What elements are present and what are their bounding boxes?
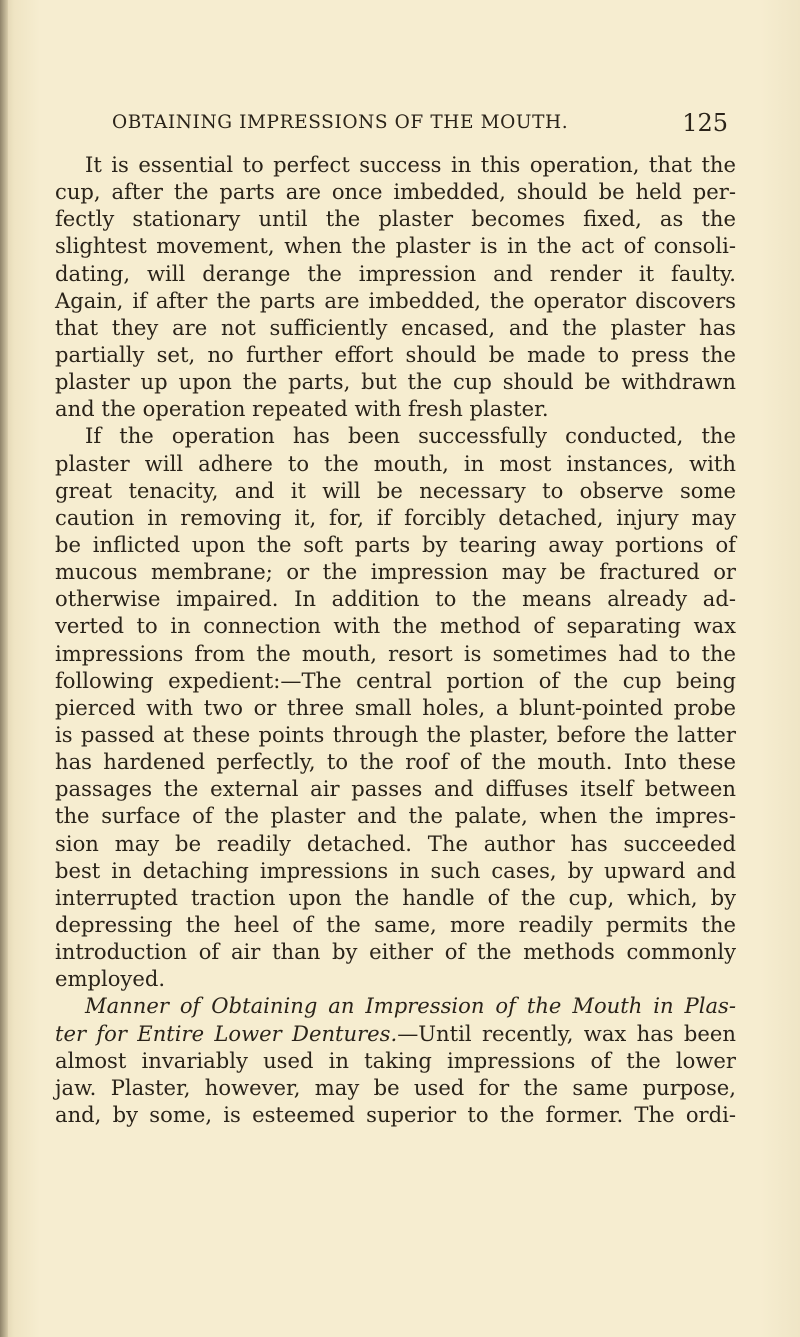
text-line: slightest movement, when the plaster is in the act of consoli- <box>55 233 736 259</box>
text-line: great tenacity, and it will be necessary to observe some <box>55 477 736 503</box>
text-line: passages the external air passes and diffuses itself between <box>55 776 736 802</box>
page-header <box>70 109 750 144</box>
text-line: that they are not sufficiently encased, and the plaster has <box>55 314 736 340</box>
text-line: plaster will adhere to the mouth, in most instances, with <box>55 450 736 476</box>
text-line: following expedient:—The central portion of the cup being <box>55 667 736 693</box>
text-line: the surface of the plaster and the palate, when the impres- <box>55 803 736 829</box>
text-line: is passed at these points through the plaster, before the latter <box>55 721 736 747</box>
text-line: dating, will derange the impression and render it faulty. <box>55 260 736 286</box>
text-line: mucous membrane; or the impression may be fractured or <box>55 559 736 585</box>
text-line: has hardened perfectly, to the roof of the mouth. Into these <box>55 749 736 775</box>
section-heading-end: ter for Entire Lower Dentures. <box>55 1020 398 1046</box>
text-line: pierced with two or three small holes, a blunt-pointed probe <box>55 694 736 720</box>
text-line: best in detaching impressions in such cases, by upward and <box>55 857 736 883</box>
text-line: almost invariably used in taking impressions of the lower <box>55 1047 736 1073</box>
binding-shadow <box>0 0 8 1337</box>
text-line: plaster up upon the parts, but the cup should be withdrawn <box>55 369 736 395</box>
text-line: be inflicted upon the soft parts by tearing away portions of <box>55 531 736 557</box>
text-line: sion may be readily detached. The author has succeeded <box>55 830 736 856</box>
text-line: Again, if after the parts are imbedded, the operator discovers <box>55 287 736 313</box>
running-title: OBTAINING IMPRESSIONS OF THE MOUTH. <box>112 112 569 133</box>
text-line: If the operation has been successfully conducted, the <box>85 423 736 449</box>
text-line: verted to in connection with the method of separating wax <box>55 613 736 639</box>
text-line: interrupted traction upon the handle of the cup, which, by <box>55 884 736 910</box>
page-number: 125 <box>682 109 728 137</box>
text-line: depressing the heel of the same, more readily permits the <box>55 911 736 937</box>
page-body <box>55 151 736 1128</box>
section-heading-tail: —Until recently, wax has been <box>397 1020 736 1046</box>
text-line: and, by some, is esteemed superior to the former. The ordi- <box>55 1101 736 1127</box>
section-heading-line: Manner of Obtaining an Impression of the Mouth in Plas- <box>85 993 736 1019</box>
text-line: It is essential to perfect success in this operation, that the <box>85 152 736 177</box>
text-line: introduction of air than by either of the methods commonly <box>55 939 736 965</box>
text-line: cup, after the parts are once imbedded, should be held per- <box>55 179 736 205</box>
text-line: jaw. Plaster, however, may be used for the same purpose, <box>55 1074 736 1100</box>
text-line: fectly stationary until the plaster becomes fixed, as the <box>55 206 736 232</box>
text-line: and the operation repeated with fresh plaster. <box>55 396 549 422</box>
text-line: partially set, no further effort should be made to press the <box>55 341 736 367</box>
text-line: otherwise impaired. In addition to the means already ad- <box>55 586 736 612</box>
section-heading-mixed-line <box>55 1020 736 1047</box>
text-line: impressions from the mouth, resort is sometimes had to the <box>55 640 736 666</box>
text-line: caution in removing it, for, if forcibly detached, injury may <box>55 504 736 530</box>
text-line: employed. <box>55 966 166 992</box>
